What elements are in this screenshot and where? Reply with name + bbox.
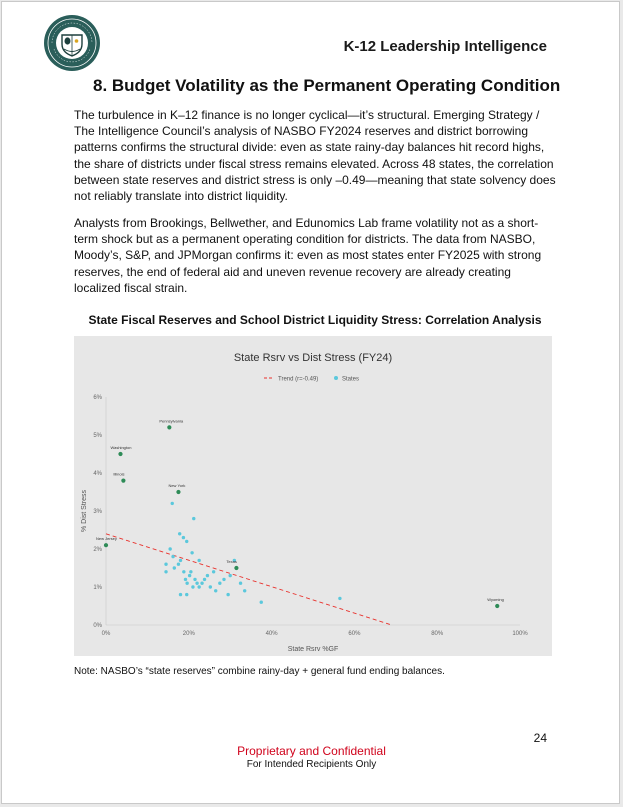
header-title: K-12 Leadership Intelligence: [343, 38, 547, 55]
data-point: [185, 593, 188, 596]
data-point: [222, 578, 225, 581]
data-point: [189, 570, 192, 573]
footer-confidential: Proprietary and Confidential: [237, 744, 386, 758]
chart-canvas: [74, 336, 552, 656]
y-tick-label: 1%: [93, 585, 102, 591]
x-tick-label: 60%: [348, 631, 361, 637]
data-point: [184, 578, 187, 581]
data-point: [197, 585, 200, 588]
data-point: [173, 566, 176, 569]
point-label: New Jersey: [96, 536, 117, 542]
y-tick-label: 6%: [93, 395, 102, 401]
x-tick-label: 80%: [431, 631, 444, 637]
data-point: [178, 532, 181, 535]
chart-title: State Rsrv vs Dist Stress (FY24): [233, 352, 393, 364]
data-point: [179, 593, 182, 596]
labeled-data-point: [121, 479, 125, 483]
owl-shield-seal-icon: [43, 14, 101, 72]
labeled-data-point: [176, 490, 180, 494]
data-point: [243, 589, 246, 592]
data-point: [193, 578, 196, 581]
x-tick-label: 20%: [182, 631, 195, 637]
figure-title: State Fiscal Reserves and School District Liquidity Stress: Correlation Analysis: [88, 313, 542, 327]
data-point: [203, 578, 206, 581]
data-point: [171, 555, 174, 558]
data-point: [239, 582, 242, 585]
labeled-data-point: [234, 566, 238, 570]
data-point: [188, 574, 191, 577]
point-label: Illinois: [113, 471, 125, 477]
data-point: [209, 585, 212, 588]
labeled-data-point: [104, 543, 108, 547]
legend-states-swatch: [334, 376, 338, 380]
data-point: [191, 585, 194, 588]
labeled-data-point: [167, 425, 171, 429]
point-label: Wyoming: [487, 597, 504, 602]
data-point: [164, 563, 167, 566]
y-axis-label: % Dist Stress: [81, 489, 88, 533]
data-point: [171, 502, 174, 505]
data-point: [185, 582, 188, 585]
x-tick-label: 40%: [265, 631, 278, 637]
data-point: [185, 540, 188, 543]
data-point: [200, 582, 203, 585]
data-point: [229, 574, 232, 577]
data-point: [177, 563, 180, 566]
data-point: [214, 589, 217, 592]
x-tick-label: 0%: [101, 631, 111, 637]
y-tick-label: 3%: [93, 509, 102, 515]
x-axis-label: State Rsrv %GF: [287, 646, 339, 653]
legend-states-label: States: [342, 376, 360, 383]
data-point: [164, 570, 167, 573]
scatter-chart: [74, 336, 552, 656]
data-point: [218, 582, 221, 585]
page-number: 24: [533, 731, 547, 745]
labeled-data-point: [118, 452, 122, 456]
y-tick-label: 5%: [93, 433, 102, 439]
data-point: [226, 593, 229, 596]
section-heading: 8. Budget Volatility as the Permanent Operating Condition: [93, 76, 561, 95]
data-point: [260, 601, 263, 604]
data-point: [182, 536, 185, 539]
point-label: New York: [168, 483, 186, 488]
data-point: [190, 551, 193, 554]
labeled-data-point: [495, 604, 499, 608]
data-point: [195, 582, 198, 585]
data-point: [197, 559, 200, 562]
data-point: [179, 559, 182, 562]
data-point: [182, 570, 185, 573]
x-tick-label: 100%: [512, 631, 528, 637]
body-paragraph: The turbulence in K–12 finance is no longer cyclical—it’s structural. Emerging Strategy / The Intelligence Council’s analysis of NASBO FY2024 reserves and district borrowing patterns confirms the structural divide: even as state rainy-day balances hit record highs, the share of districts under fiscal stress remains elevated. Across 48 states, the correlation between state reserves and district stress is only –0.49—meaning that state solvency does not reliably translate into district liquidity.: [74, 108, 556, 204]
point-label: Pennsylvania: [159, 418, 184, 424]
data-point: [206, 574, 209, 577]
y-tick-label: 4%: [93, 471, 102, 477]
legend-trend-label: Trend (r=-0.49): [278, 376, 319, 383]
figure-note: Note: NASBO’s “state reserves” combine rainy-day + general fund ending balances.: [74, 666, 445, 677]
data-point: [212, 570, 215, 573]
footer-recipients: For Intended Recipients Only: [246, 759, 377, 770]
trend-line: [106, 534, 392, 625]
data-point: [168, 547, 171, 550]
point-label: Washington: [110, 445, 132, 450]
data-point: [338, 597, 341, 600]
point-label: Texas: [226, 559, 237, 564]
data-point: [192, 517, 195, 520]
y-tick-label: 2%: [93, 547, 102, 553]
body-paragraph: Analysts from Brookings, Bellwether, and Edunomics Lab frame volatility not as a short-term shock but as a permanent operating condition for districts. The data from NASBO, Moody’s, S&P, and JPMorgan confirms it: even as most states enter FY2025 with strong reserves, the end of federal aid and uneven revenue recovery are already creating localized fiscal strain.: [74, 216, 542, 295]
y-tick-label: 0%: [93, 623, 102, 629]
document-page: [1, 1, 620, 804]
